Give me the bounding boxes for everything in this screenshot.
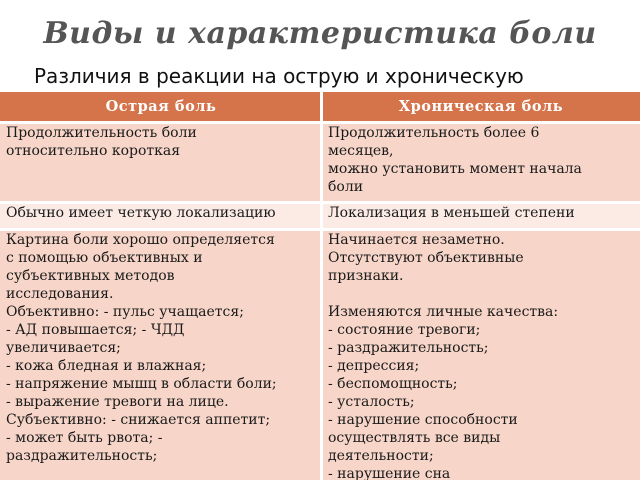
page-subtitle: Различия в реакции на острую и хроническую [34,64,524,88]
column-divider [320,92,323,480]
header-acute-pain: Острая боль [0,92,322,122]
header-chronic-pain: Хроническая боль [322,92,640,122]
page-title: Виды и характеристика боли [43,16,597,51]
row3-chronic-cell: Начинается незаметно. Отсутствуют объективные признаки. Изменяются личные качества: - состояние тревоги; - раздражительность; - депрессия; - беспомощность; - усталость; - нарушение способности осуществлять все виды деятельности; - нарушение сна [322,229,640,480]
row-divider [0,121,640,124]
row1-chronic-cell: Продолжительность более 6 месяцев, можно установить момент начала боли [322,122,640,202]
row-divider [0,228,640,231]
row-divider [0,201,640,204]
row2-chronic-cell: Локализация в меньшей степени [322,202,640,229]
row1-acute-cell: Продолжительность боли относительно короткая [0,122,322,202]
row2-acute-cell: Обычно имеет четкую локализацию [0,202,322,229]
row3-acute-cell: Картина боли хорошо определяется с помощью объективных и субъективных методов исследования. Объективно: - пульс учащается; - АД повышается; - ЧДД увеличивается; - кожа бледная и влажная; - напряжение мышц в области боли; - выражение тревоги на лице. Субъективно: - снижается аппетит; - может быть рвота; - раздражительность; [0,229,322,480]
